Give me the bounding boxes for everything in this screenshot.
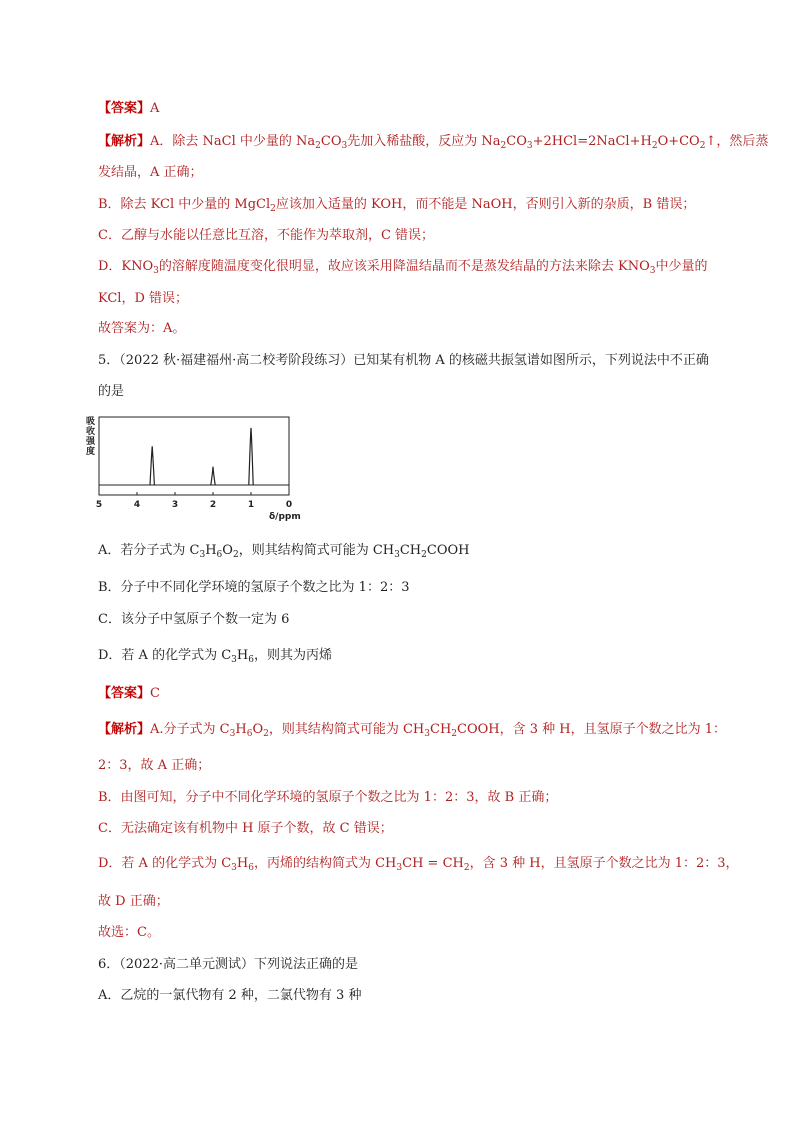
x-tick-label: 1 [247, 500, 255, 510]
q5-conclusion: 故选：C。 [98, 925, 160, 940]
answer-tag: 【答案】 [98, 686, 151, 701]
analysis-tag: 【解析】 [98, 134, 151, 149]
analysis-tag: 【解析】 [98, 722, 151, 737]
q6-stem: 6．（2022·高二单元测试）下列说法正确的是 [98, 957, 358, 972]
answer-tag: 【答案】 [98, 101, 151, 116]
q6-option-a: A．乙烷的一氯代物有 2 种，二氯代物有 3 种 [98, 988, 362, 1003]
q5-option-c: C．该分子中氢原子个数一定为 6 [98, 612, 290, 627]
q5-analysis-c-line: C．无法确定该有机物中 H 原子个数，故 C 错误； [98, 821, 393, 836]
q5-analysis-b-line: B．由图可知，分子中不同化学环境的氢原子个数之比为 1：2：3，故 B 正确； [98, 790, 558, 805]
q4-answer-line [98, 100, 159, 118]
x-tick-label: 2 [209, 500, 217, 510]
answer-value: C [150, 686, 160, 701]
q5-analysis-d-line2: 故 D 正确； [98, 894, 169, 909]
y-label-char: 收 [86, 427, 96, 437]
q4-conclusion: 故答案为：A。 [98, 321, 186, 336]
plot-frame [99, 417, 289, 495]
x-tick-label: 3 [171, 500, 179, 510]
nmr-peak [211, 467, 215, 485]
answer-value: A [150, 101, 160, 116]
y-axis-label [86, 416, 96, 457]
q5-analysis-a-line2: 2：3，故 A 正确； [98, 758, 211, 773]
y-label-char: 强 [86, 437, 96, 447]
x-tick-label: 4 [133, 500, 141, 510]
q4-analysis-a-line1: 【解析】A．除去 NaCl 中少量的 $Na_2CO_3$先加入稀盐酸，反应为 $Na_2CO_3+2HCl=2NaCl+H_2O+CO_2↑$，然后蒸 [98, 134, 769, 151]
q5-option-d: D．若 A 的化学式为 $C_3H_6$，则其为丙烯 [98, 648, 332, 665]
x-tick-label: 0 [285, 500, 293, 510]
q5-answer-line [98, 685, 160, 703]
nmr-spectrum-chart [86, 412, 306, 524]
q4-analysis-b-line: B．除去 KCl 中少量的 MgCl$_2$应该加入适量的 KOH，而不能是 NaOH，否则引入新的杂质，B 错误； [98, 197, 696, 214]
nmr-svg [86, 412, 306, 524]
y-label-char: 度 [86, 447, 96, 457]
q5-option-a: A．若分子式为 $C_3H_6O_2$，则其结构简式可能为 $CH_3CH_2COOH$ [98, 543, 470, 560]
q5-analysis-d-line1: D．若 A 的化学式为 $C_3H_6$，丙烯的结构简式为 $CH_3CH = CH_2$，含 3 种 H，且氢原子个数之比为 1：2：3， [98, 856, 739, 873]
q5-stem-line1: 5．（2022 秋·福建福州·高二校考阶段练习）已知某有机物 A 的核磁共振氢谱如图所示，下列说法中不正确 [98, 353, 709, 368]
q4-analysis-c-line: C．乙醇与水能以任意比互溶，不能作为萃取剂，C 错误； [98, 228, 435, 243]
x-tick-label: 5 [95, 500, 103, 510]
q4-analysis-a-line2: 发结晶，A 正确； [98, 165, 203, 180]
y-label-char: 吸 [86, 417, 96, 427]
q5-option-b: B．分子中不同化学环境的氢原子个数之比为 1：2：3 [98, 580, 410, 595]
q5-analysis-a-line1: 【解析】A.分子式为 $C_3H_6O_2$，则其结构简式可能为 $CH_3CH_2COOH$，含 3 种 H，且氢原子个数之比为 1： [98, 722, 727, 739]
q4-analysis-d-line1: D．$KNO_3$的溶解度随温度变化很明显，故应该采用降温结晶而不是蒸发结晶的方法来除去 $KNO_3$中少量的 [98, 259, 708, 276]
q4-analysis-d-line2: KCl，D 错误； [98, 291, 189, 306]
spectrum-peaks [150, 428, 253, 485]
x-axis-label: δ/ppm [269, 512, 301, 522]
nmr-peak [249, 428, 253, 485]
q5-stem-line2: 的是 [98, 384, 125, 399]
nmr-peak [150, 446, 154, 485]
